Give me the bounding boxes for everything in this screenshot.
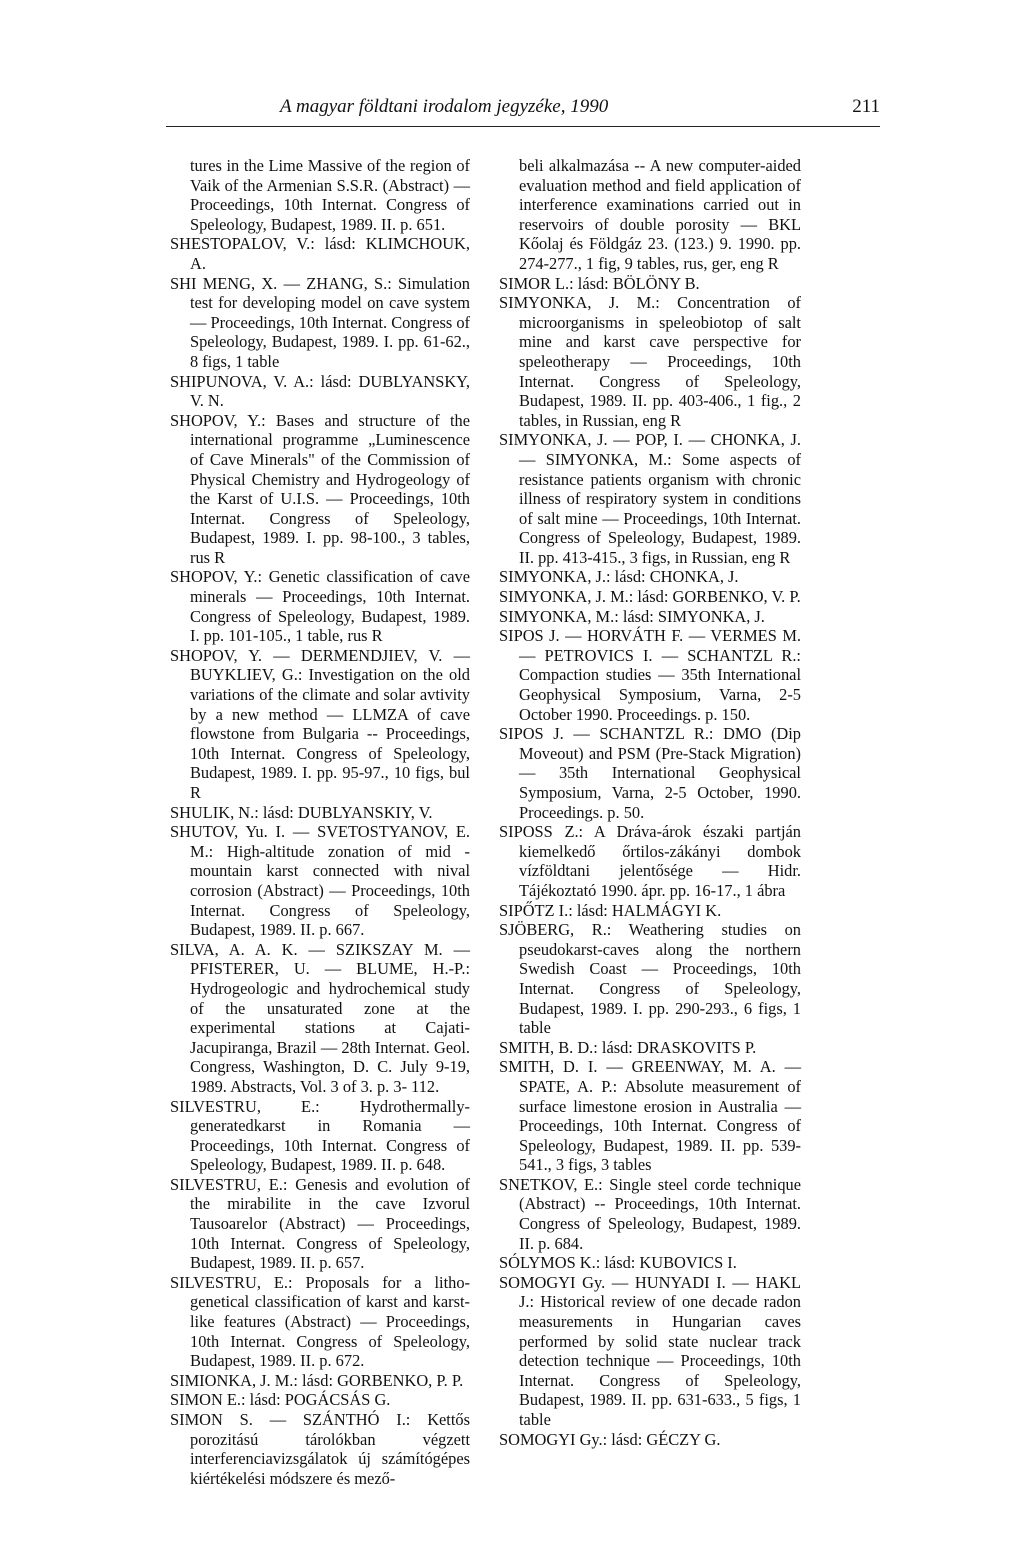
bibliography-entry: SHIPUNOVA, V. A.: lásd: DUBLYANSKY, V. N. [170, 371, 470, 411]
bibliography-entry: SIPOS J. — HORVÁTH F. — VERMES M. — PETROVICS I. — SCHANTZL R.: Compaction studies — 35th International Geophysical Symposium, Varna, 2-5 October 1990. Proceedings. p. 150. [499, 626, 801, 724]
bibliography-entry: SHOPOV, Y.: Genetic classification of cave minerals — Proceedings, 10th Internat. Congress of Speleology, Budapest, 1989. I. pp. 101-105., 1 table, rus R [170, 567, 470, 646]
page-number: 211 [852, 96, 880, 117]
bibliography-entry: SIMYONKA, J.: lásd: CHONKA, J. [499, 567, 739, 587]
bibliography-entry: SILVESTRU, E.: Hydrothermally-generatedkarst in Romania — Proceedings, 10th Internat. Congress of Speleology, Budapest, 1989. II. p. 648. [170, 1096, 470, 1175]
running-title: A magyar földtani irodalom jegyzéke, 1990 [280, 96, 609, 117]
bibliography-entry: SHULIK, N.: lásd: DUBLYANSKIY, V. [170, 802, 433, 822]
bibliography-entry: SJÖBERG, R.: Weathering studies on pseudokarst-caves along the northern Swedish Coast — Proceedings, 10th Internat. Congress of Speleology, Budapest, 1989. I. pp. 290-293., 6 figs, 1 table [499, 920, 801, 1038]
bibliography-entry: SILVESTRU, E.: Genesis and evolution of the mirabilite in the cave Izvorul Tausoarelor (Abstract) — Proceedings, 10th Internat. Congress of Speleology, Budapest, 1989. II. p. 657. [170, 1174, 470, 1273]
bibliography-entry: SHUTOV, Yu. I. — SVETOSTYANOV, E. M.: High-altitude zonation of mid - mountain karst connected with nival corrosion (Abstract) — Proceedings, 10th Internat. Congress of Speleology, Budapest, 1989. II. p. 667. [170, 822, 470, 940]
bibliography-entry: SIMYONKA, M.: lásd: SIMYONKA, J. [499, 606, 765, 626]
bibliography-entry: SIMON S. — SZÁNTHÓ I.: Kettős porozitású tárolókban végzett interferenciavizsgálatok új számítógépes kiértékelési módszere és mező- [170, 1410, 470, 1488]
bibliography-entry: SHI MENG, X. — ZHANG, S.: Simulation test for developing model on cave system — Proceedings, 10th Internat. Congress of Speleology, Budapest, 1989. I. pp. 61-62., 8 figs, 1 table [170, 273, 470, 371]
bibliography-entry: SHOPOV, Y.: Bases and structure of the international programme „Luminescence of Cave Minerals" of the Commission of Physical Chemistry and Hydrogeology of the Karst of U.I.S. — Proceedings, 10th Internat. Congress of Speleology, Budapest, 1989. I. pp. 98-100., 3 tables, rus R [170, 410, 470, 567]
bibliography-entry: tures in the Lime Massive of the region of Vaik of the Armenian S.S.R. (Abstract) — Proceedings, 10th Internat. Congress of Speleology, Budapest, 1989. II. p. 651. [190, 156, 470, 234]
bibliography-entry: SÓLYMOS K.: lásd: KUBOVICS I. [499, 1253, 737, 1273]
bibliography-entry: SILVA, A. A. K. — SZIKSZAY M. — PFISTERER, U. — BLUME, H.-P.: Hydrogeologic and hydrochemical study of the unsaturated zone at the experimental stations at Cajati-Jacupiranga, Brazil — 28th Internat. Geol. Congress, Washington, D. C. July 9-19, 1989. Abstracts, Vol. 3 of 3. p. 3- 112. [170, 939, 470, 1096]
bibliography-entry: SMITH, B. D.: lásd: DRASKOVITS P. [499, 1037, 757, 1057]
running-header [166, 96, 880, 127]
left-column [170, 156, 470, 1488]
bibliography-entry: SIMYONKA, J. — POP, I. — CHONKA, J. — SIMYONKA, M.: Some aspects of resistance patients organism with chronic illness of respiratory system in conditions of salt mine — Proceedings, 10th Internat. Congress of Speleology, Budapest, 1989. II. pp. 413-415., 3 figs, in Russian, eng R [499, 430, 801, 567]
bibliography-entry: beli alkalmazása -- A new computer-aided evaluation method and field application of interference examinations carried out in reservoirs of double porosity — BKL Kőolaj és Földgáz 23. (123.) 9. 1990. pp. 274-277., 1 fig, 9 tables, rus, ger, eng R [519, 156, 801, 273]
bibliography-entry: SIPOS J. — SCHANTZL R.: DMO (Dip Moveout) and PSM (Pre-Stack Migration) — 35th International Geophysical Symposium, Varna, 2-5 October, 1990. Proceedings. p. 50. [499, 724, 801, 822]
bibliography-entry: SIMYONKA, J. M.: Concentration of microorganisms in speleobiotop of salt mine and karst cave perspective for speleotherapy — Proceedings, 10th Internat. Congress of Speleology, Budapest, 1989. II. pp. 403-406., 1 fig., 2 tables, in Russian, eng R [499, 293, 801, 430]
bibliography-entry: SIPŐTZ I.: lásd: HALMÁGYI K. [499, 900, 722, 920]
bibliography-entry: SIPOSS Z.: A Dráva-árok északi partján kiemelkedő őrtilos-zákányi dombok vízföldtani jelentősége — Hidr. Tájékoztató 1990. ápr. pp. 16-17., 1 ábra [499, 822, 801, 900]
bibliography-entry: SOMOGYI Gy. — HUNYADI I. — HAKL J.: Historical review of one decade radon measurements in Hungarian caves performed by solid state nuclear track detection technique — Proceedings, 10th Internat. Congress of Speleology, Budapest, 1989. II. pp. 631-633., 5 figs, 1 table [499, 1272, 801, 1429]
right-column [499, 156, 801, 1449]
bibliography-entry: SOMOGYI Gy.: lásd: GÉCZY G. [499, 1429, 721, 1449]
bibliography-entry: SMITH, D. I. — GREENWAY, M. A. — SPATE, A. P.: Absolute measurement of surface limestone erosion in Australia — Proceedings, 10th Internat. Congress of Speleology, Budapest, 1989. II. pp. 539-541., 3 figs, 3 tables [499, 1057, 801, 1175]
bibliography-entry: SILVESTRU, E.: Proposals for a litho-genetical classification of karst and karst-like features (Abstract) — Proceedings, 10th Internat. Congress of Speleology, Budapest, 1989. II. p. 672. [170, 1272, 470, 1371]
bibliography-entry: SIMON E.: lásd: POGÁCSÁS G. [170, 1390, 391, 1410]
bibliography-entry: SIMIONKA, J. M.: lásd: GORBENKO, P. P. [170, 1370, 464, 1390]
bibliography-entry: SHOPOV, Y. — DERMENDJIEV, V. — BUYKLIEV, G.: Investigation on the old variations of the climate and solar avtivity by a new method — LLMZA of cave flowstone from Bulgaria -- Proceedings, 10th Internat. Congress of Speleology, Budapest, 1989. I. pp. 95-97., 10 figs, bul R [170, 645, 470, 802]
bibliography-entry: SIMYONKA, J. M.: lásd: GORBENKO, V. P. [499, 587, 801, 607]
bibliography-entry: SNETKOV, E.: Single steel corde technique (Abstract) -- Proceedings, 10th Internat. Congress of Speleology, Budapest, 1989. II. p. 684. [499, 1174, 801, 1253]
bibliography-entry: SHESTOPALOV, V.: lásd: KLIMCHOUK, A. [170, 234, 470, 273]
bibliography-entry: SIMOR L.: lásd: BÖLÖNY B. [499, 273, 700, 293]
